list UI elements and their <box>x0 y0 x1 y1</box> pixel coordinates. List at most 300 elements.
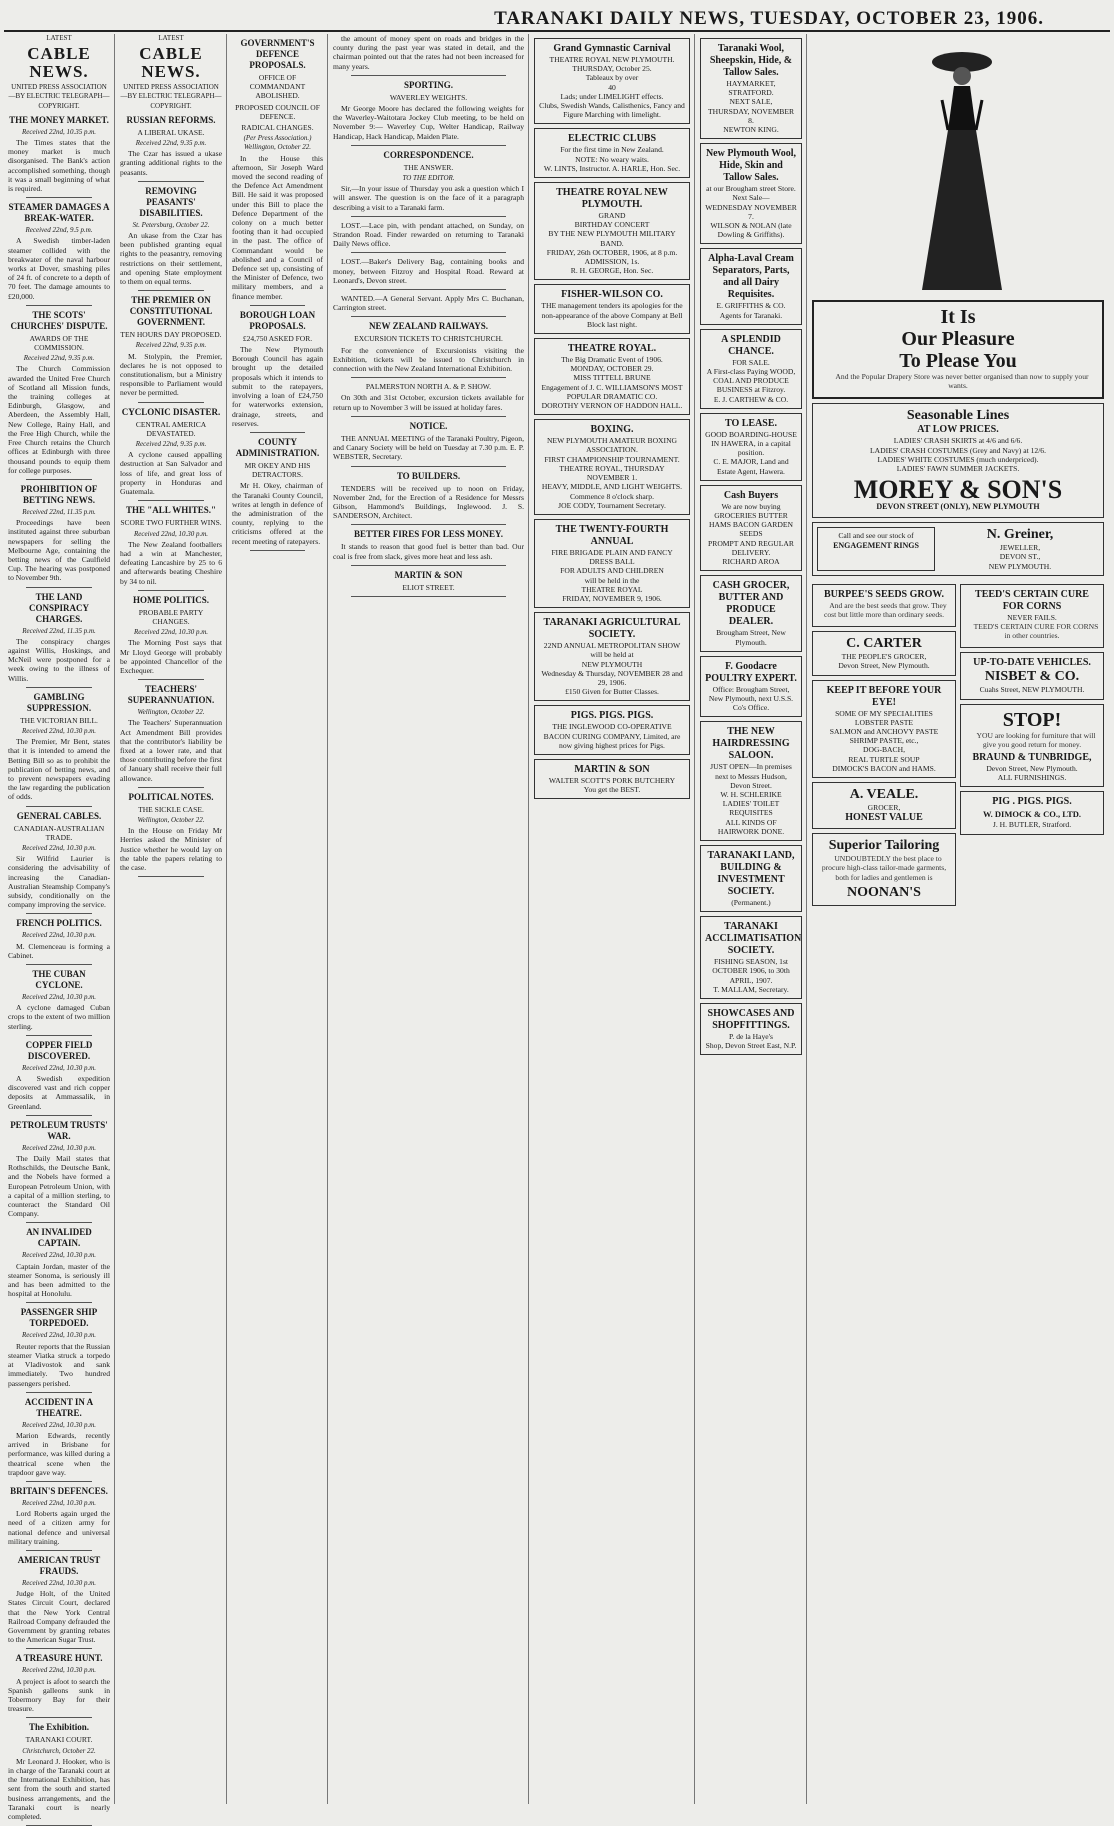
ad-line: MISS TITTELL BRUNE <box>573 373 651 383</box>
article-headline: THE PREMIER ON CONSTITUTIONAL GOVERNMENT. <box>129 295 213 328</box>
article <box>8 484 110 588</box>
article-separator <box>250 305 305 306</box>
ad-subhead: NEVER FAILS. <box>1007 612 1057 622</box>
article-headline: NOTICE. <box>409 420 448 431</box>
advertisement <box>534 519 690 608</box>
ad-headline: Superior Tailoring <box>828 838 940 854</box>
article-subhead: EXCURSION TICKETS TO CHRISTCHURCH. <box>354 334 503 344</box>
article-body: The Times states that the money market is much disorganised. The Bank's action accomplished something, though it was a small beginning of what is required. <box>8 138 110 194</box>
advertisement <box>534 128 690 178</box>
article-separator <box>351 252 506 253</box>
ad-line: Wednesday & Thursday, NOVEMBER 28 and 29, 1906. <box>541 668 683 687</box>
ad-body: And the Popular Drapery Store was never better organised than now to supply your wants. <box>835 372 1089 391</box>
corn-cure-ad <box>960 584 1104 649</box>
column-divider <box>528 34 529 1804</box>
article-headline: COUNTY ADMINISTRATION. <box>235 436 320 458</box>
masthead <box>0 0 1114 32</box>
ad-headline: THEATRE ROYAL NEW PLYMOUTH. <box>556 187 668 211</box>
article-body: The Czar has issued a ukase granting additional rights to the peasants. <box>120 149 222 177</box>
article-headline: HOME POLITICS. <box>132 594 209 605</box>
column-divider <box>327 34 328 1804</box>
article-body: It stands to reason that good fuel is better than bad. Our coal is free from slack, gives more heat and less ash. <box>333 542 524 561</box>
article-subhead: TARANAKI COURT. <box>25 1735 93 1745</box>
article <box>333 257 524 290</box>
ad-line: Next Sale— <box>732 193 770 203</box>
article-body: The Church Commission awarded the United Free Church of Scotland all Mission funds, the training colleges at Edinburgh, Glasgow, and Aberdeen, the Assembly Hall, New College, Rainy Hall, and the Free High Church, while the Free Church retains the Church offices at Edinburgh with three thousand pounds to equip them for college purposes. <box>8 364 110 475</box>
article-body: A Swedish expedition discovered vast and rich copper deposits at Ammassalik, in Greenland. <box>8 1074 110 1111</box>
ad-line: THEATRE ROYAL <box>581 584 643 594</box>
ad-line: DOROTHY VERNON OF HADDON HALL. <box>541 401 683 411</box>
article-headline: THE "ALL WHITES." <box>125 505 217 516</box>
ad-line: FIRST CHAMPIONSHIP TOURNAMENT. <box>544 454 680 464</box>
ad-subhead: SOME OF MY SPECIALITIES <box>835 708 933 718</box>
article-body: The New Plymouth Borough Council has again brought up the detailed proposals which it intends to submit to the ratepayers, involving a loan of £24,750 for waterworks extension, drainage, streets, and reserves. <box>232 345 323 428</box>
article-headline: AMERICAN TRUST FRAUDS. <box>17 1554 101 1576</box>
ad-line: P. de la Haye's <box>729 1031 773 1041</box>
ad-headline: UP-TO-DATE VEHICLES. <box>973 657 1091 669</box>
ad-line: WEDNESDAY NOVEMBER 7. <box>705 202 797 221</box>
ad-line: E. GRIFFITHS & CO. <box>716 301 786 311</box>
article-headline: ACCIDENT IN A THEATRE. <box>24 1396 94 1418</box>
ad-line: Shop, Devon Street East, N.P. <box>705 1041 797 1051</box>
article-body: In the House on Friday Mr Herries asked the Minister of Justice whether he would lay on the table the papers relating to the case. <box>120 826 222 872</box>
brand-address: DEVON STREET (ONLY), NEW PLYMOUTH <box>876 502 1040 512</box>
ad-headline: It Is <box>940 306 976 328</box>
article-headline: BOROUGH LOAN PROPOSALS. <box>239 309 316 331</box>
article-dateline: Received 22nd, 9.35 p.m. <box>135 440 207 449</box>
article-dateline: Received 22nd, 11.35 p.m. <box>22 626 96 635</box>
article-body: A cyclone caused appalling destruction at San Salvador and loss of life, and great loss of property in Honduras and Guatemala. <box>120 450 222 497</box>
article-subhead: CANADIAN-AUSTRALIAN TRADE. <box>13 823 105 842</box>
article-body: Marion Edwards, recently arrived in Brisbane for performance, was killed during a theatrical scene when the trapdoor gave way. <box>8 1430 110 1477</box>
speciality-item: DIMOCK'S BACON and HAMS. <box>832 763 936 773</box>
ad-line: NEXT SALE, <box>729 97 773 107</box>
article-dateline: Received 22nd, 10.30 p.m. <box>21 843 97 852</box>
article-separator <box>26 305 92 306</box>
ad-line: THE management tenders its apologies for the non-appearance of the above Company at Bell Block last night. <box>541 301 683 329</box>
article-separator <box>138 402 204 403</box>
ad-business: BRAUND & TUNBRIDGE, <box>972 752 1092 764</box>
section-title: CABLE NEWS. <box>139 44 203 82</box>
advertisement <box>534 338 690 415</box>
article-headline: CYCLONIC DISASTER. <box>121 406 221 417</box>
article-dateline: Received 22nd, 10.30 p.m. <box>21 1063 97 1072</box>
article-body: Reuter reports that the Russian steamer Viatka struck a torpedo at Vladivostok and sank immediately. Two hundred passengers perished. <box>8 1341 110 1388</box>
ad-line: (Permanent.) <box>731 897 771 907</box>
ad-line: will be held at <box>590 650 634 660</box>
speciality-item: LOBSTER PASTE <box>854 717 914 727</box>
article <box>8 692 110 807</box>
article <box>8 1397 110 1482</box>
article-separator <box>26 687 92 688</box>
ad-line: NEWTON KING. <box>723 125 779 135</box>
ad-line: Commence 8 o'clock sharp. <box>569 491 655 501</box>
advertisement <box>700 845 802 912</box>
ad-line: £150 Given for Butter Classes. <box>565 687 659 697</box>
article-separator <box>138 679 204 680</box>
article-subhead: A LIBERAL UKASE. <box>137 127 205 137</box>
advertisement <box>700 143 802 244</box>
jeweller-ad <box>812 522 1104 576</box>
article-body: For the convenience of Excursionists visiting the Exhibition, tickets will be issued to Christchurch in connection with the New Zealand International Exhibition. <box>333 345 524 374</box>
ad-headline: ELECTRIC CLUBS <box>567 133 657 145</box>
jeweller-trade: JEWELLER, <box>999 543 1041 553</box>
ad-line: Office: Brougham Street, New Plymouth, next U.S.S. Co's Office. <box>708 684 794 713</box>
article-body: The Daily Mail states that Rothschilds, the Deutsche Bank, and the Nobels have formed a European Petroleum Union, with a capital of a million sterling, to counteract the Standard Oil Company. <box>8 1154 110 1219</box>
article-separator <box>351 216 506 217</box>
column-divider <box>226 34 227 1804</box>
article-body: In the House this afternoon, Sir Joseph Ward moved the second reading of the Defence Act Amendment Bill. He said it was proposed under this Bill to place the Defence Department of the colony on a much better footing than it had occupied in the past. The office of Commandant would be abolished and a Council of Defence set up, consisting of the Minister of Defence, two military members, and a finance member. <box>232 153 323 301</box>
article-list <box>333 34 524 597</box>
ad-address: Devon Street, New Plymouth. <box>986 764 1078 774</box>
article-separator <box>351 316 506 317</box>
article-headline: The Exhibition. <box>28 1722 90 1733</box>
article-headline: POLITICAL NOTES. <box>128 791 214 802</box>
ad-line: GROCERIES BUTTER HAMS BACON GARDEN SEEDS <box>709 511 793 539</box>
article-subhead: AWARDS OF THE COMMISSION. <box>29 333 89 353</box>
ad-body: TEED'S CERTAIN CURE FOR CORNS in other countries. <box>973 622 1099 641</box>
article <box>8 1653 110 1718</box>
ad-line: FIRE BRIGADE PLAIN AND FANCY DRESS BALL <box>551 547 673 567</box>
sale-item: LADIES' FAWN SUMMER JACKETS. <box>896 464 1020 474</box>
ad-line: will be held in the <box>584 575 640 585</box>
ad-address: Devon Street, New Plymouth. <box>838 661 930 671</box>
article-subhead: PALMERSTON NORTH A. & P. SHOW. <box>365 382 492 392</box>
column-cable-news-2 <box>116 34 226 1804</box>
article-body: Mr George Moore has declared the following weights for the Waverley-Waitotara Jockey Club meeting, to be held on November 9:— Waverley Cup, Welter Handicap, Railway Handicap, Hack Handicap, Maiden Plate. <box>333 104 524 141</box>
article-headline: GOVERNMENT'S DEFENCE PROPOSALS. <box>240 38 315 70</box>
article-dateline: Received 22nd, 10.30 p.m. <box>21 726 97 735</box>
article-separator <box>26 1035 92 1036</box>
ad-line: THEATRE ROYAL NEW PLYMOUTH. <box>549 55 675 64</box>
article-headline: THE CUBAN CYCLONE. <box>32 969 86 991</box>
article-dateline: Received 22nd, 10.30 p.m. <box>133 628 209 637</box>
ad-line: NEW PLYMOUTH <box>581 659 643 669</box>
fashion-lady-icon <box>902 40 1022 300</box>
ad-headline: TARANAKI ACCLIMATISATION SOCIETY. <box>705 921 802 957</box>
article-body: Proceedings have been instituted against three suburban newspapers for selling the Melbourne Age, containing the betting news of the Caulfield Cup. The hearing was postponed to November 9th. <box>8 518 110 583</box>
ad-headline: PIG . PIGS. PIGS. <box>992 796 1072 808</box>
ad-headline: Our Pleasure <box>901 328 1015 350</box>
ad-item-list <box>817 436 1099 473</box>
advertisement <box>534 284 690 334</box>
ad-body: And are the best seeds that grow. They cost but little more than ordinary seeds. <box>824 600 947 620</box>
article-headline: CORRESPONDENCE. <box>383 149 474 160</box>
article-body: Sir Wilfrid Laurier is considering the advisability of increasing the Canadian-Australian Steamship Company's subsidy, conditionally on the company improving the service. <box>8 854 110 910</box>
column-trade-ads <box>696 34 806 1804</box>
article-body: The Premier, Mr Bent, states that it is intended to amend the Betting Bill so as to prohibit the publication of betting news, and to prevent newspapers evading the law regarding the publication of odds. <box>8 737 110 802</box>
article-body: Judge Holt, of the United States Circuit Court, declared that the New York Central Railroad Company defrauded the Government by granting rebates to the American Sugar Trust. <box>8 1589 110 1645</box>
article-dateline: Received 22nd, 9.35 p.m. <box>135 341 207 350</box>
ad-headline: BOXING. <box>590 424 634 436</box>
article-subhead: PROPOSED COUNCIL OF DEFENCE. <box>235 102 320 121</box>
article-body: M. Clemenceau is forming a Cabinet. <box>8 941 110 960</box>
article-body: On 30th and 31st October, excursion tickets available for return up to November 3 will be issued at holiday fares. <box>333 393 524 412</box>
article-separator <box>351 524 506 525</box>
article-body: Mr H. Okey, chairman of the Taranaki County Council, writes at length in defence of the administration of the county, replying to the criticisms offered at the recent meeting of ratepayers. <box>232 481 323 546</box>
ad-line: Clubs, Swedish Wands, Calisthenics, Fancy and Figure Marching with limelight. <box>539 101 685 120</box>
advertisement <box>700 329 802 409</box>
ad-headline: To Please You <box>899 350 1017 372</box>
article-headline: MARTIN & SON <box>394 569 463 580</box>
ad-line: ADMISSION, 1s. <box>584 257 640 267</box>
ad-subhead: GROCER, <box>867 803 901 813</box>
ad-subhead: THE PEOPLE'S GROCER, <box>841 652 927 662</box>
article-headline: PETROLEUM TRUSTS' WAR. <box>10 1119 108 1141</box>
article-body: Sir,—In your issue of Thursday you ask a question which I will answer. The question is on the face of it a paragraph describing a visit to a Taranaki farm. <box>333 184 524 212</box>
burpee-seeds-ad <box>812 584 956 627</box>
article-headline: PROHIBITION OF BETTING NEWS. <box>20 483 98 505</box>
ad-headline: A SPLENDID CHANCE. <box>721 333 781 357</box>
ad-line: R. H. GEORGE, Hon. Sec. <box>570 266 654 276</box>
article-subhead: PROBABLE PARTY CHANGES. <box>138 607 204 626</box>
ad-line: MONDAY, OCTOBER 29. <box>570 364 654 374</box>
section-credit: UNITED PRESS ASSOCIATION—BY ELECTRIC TELEGRAPH—COPYRIGHT. <box>8 83 110 110</box>
advertisement <box>700 721 802 841</box>
stop-furniture-ad <box>960 704 1104 788</box>
article-separator <box>26 806 92 807</box>
article <box>8 115 110 198</box>
article <box>120 684 222 788</box>
article-dateline: Received 22nd, 9.35 p.m. <box>135 139 207 148</box>
article <box>8 1555 110 1649</box>
ad-headline: BURPEE'S SEEDS GROW. <box>824 588 944 600</box>
pigs-ad <box>960 791 1104 834</box>
article-headline: NEW ZEALAND RAILWAYS. <box>369 321 488 332</box>
ad-line: BIRTHDAY CONCERT <box>574 220 650 230</box>
article <box>333 221 524 254</box>
article <box>8 1040 110 1116</box>
ad-headline: A. VEALE. <box>849 787 919 803</box>
article-separator <box>26 1115 92 1116</box>
speciality-item: DOG-BACH, <box>863 745 905 755</box>
ad-subhead: AT LOW PRICES. <box>917 424 999 436</box>
advertisement <box>534 419 690 515</box>
article-body: Lord Roberts again urged the need of a citizen army for national defence and universal military training. <box>8 1509 110 1546</box>
ad-line: Agents for Taranaki. <box>719 310 783 320</box>
article <box>8 310 110 480</box>
article-body: The Morning Post says that Mr Lloyd George will probably be appointed Chancellor of the Exchequer. <box>120 638 222 675</box>
ad-line: A First-class Paying WOOD, COAL AND PRODUCE BUSINESS at Fitzroy. <box>706 367 796 395</box>
article-dateline: Wellington, October 22. <box>137 708 205 717</box>
ad-list <box>534 38 690 799</box>
ad-line: JOE CODY, Tournament Secretary. <box>558 500 666 510</box>
article-separator <box>26 1648 92 1649</box>
article-headline: THE SCOTS' CHURCHES' DISPUTE. <box>10 309 108 331</box>
article-body: The Teachers' Superannuation Act Amendment Bill provides that the contributor's liability be fixed at a lower rate, and that those contributing before the first of January shall receive their full allowance. <box>120 718 222 783</box>
article-headline: THE MONEY MARKET. <box>9 114 109 125</box>
advertisement <box>700 916 802 999</box>
article-body: A Swedish timber-laden steamer collided with the breakwater of the naval harbour works at Dover, smashing piles of 24 ft. of concrete to a depth of 70 feet. The damage amounts to £20,000. <box>8 236 110 301</box>
ad-address: Cuahs Street, NEW PLYMOUTH. <box>979 685 1085 695</box>
article-dateline: Wellington, October 22. <box>137 815 205 824</box>
article-separator <box>26 587 92 588</box>
article-headline: GENERAL CABLES. <box>16 810 102 821</box>
ad-item-list <box>817 718 951 773</box>
article <box>120 792 222 877</box>
newspaper-title: TARANAKI DAILY NEWS, TUESDAY, OCTOBER 23, 1906. <box>494 8 1044 29</box>
jeweller-town: NEW PLYMOUTH. <box>988 561 1052 571</box>
ad-line: HAYMARKET, STRATFORD. <box>726 79 776 98</box>
masthead-rule <box>4 30 1110 32</box>
article-headline: TEACHERS' SUPERANNUATION. <box>127 684 215 706</box>
ad-line: FRIDAY, NOVEMBER 9, 1906. <box>562 593 662 603</box>
ad-headline: Seasonable Lines <box>906 408 1010 424</box>
article-separator <box>351 377 506 378</box>
column-store-ads <box>808 34 1108 1804</box>
article-list <box>8 115 110 1826</box>
column-sporting-correspondence <box>329 34 528 1804</box>
ad-headline: TO LEASE. <box>724 417 778 429</box>
article-separator <box>26 197 92 198</box>
ad-list <box>700 38 802 1055</box>
article-separator <box>26 1222 92 1223</box>
article-dateline: Received 22nd, 10.30 p.m. <box>21 1331 97 1340</box>
ad-line: WILSON & NOLAN (late Dowling & Griffiths). <box>710 221 792 240</box>
column-defence-proposals <box>228 34 327 1804</box>
article-headline: PASSENGER SHIP TORPEDOED. <box>20 1307 98 1329</box>
article-body: LOST.—Baker's Delivery Bag, containing books and money, between Fitzroy and Hospital Road. Reward at Leonard's, Devon street. <box>333 257 524 285</box>
article-separator <box>138 876 204 877</box>
article <box>232 38 323 306</box>
column-entertainment-ads <box>530 34 694 1804</box>
ad-text: Call and see our stock of <box>838 531 914 541</box>
article-subhead: £24,750 ASKED FOR. <box>242 333 313 343</box>
advertisement <box>534 612 690 701</box>
article <box>8 969 110 1036</box>
article-separator <box>351 565 506 566</box>
ad-line: THEATRE ROYAL, THURSDAY NOVEMBER 1. <box>559 463 665 483</box>
article-separator <box>138 500 204 501</box>
article <box>333 529 524 565</box>
article-separator <box>26 1481 92 1482</box>
article-separator <box>26 1302 92 1303</box>
article <box>8 1120 110 1224</box>
ad-line: Brougham Street, New Plymouth. <box>716 628 786 647</box>
article <box>333 34 524 76</box>
article-dateline: Received 22nd, 9.5 p.m. <box>25 226 93 235</box>
article <box>333 294 524 317</box>
ad-line: HEAVY, MIDDLE, AND LIGHT WEIGHTS. <box>541 482 683 492</box>
article-headline: GAMBLING SUPPRESSION. <box>26 691 92 713</box>
seasonable-lines-ad <box>812 403 1104 518</box>
ad-line: WALTER SCOTT'S PORK BUTCHERY <box>548 775 676 785</box>
article-dateline: Received 22nd, 10.30 p.m. <box>21 1143 97 1152</box>
ad-line: THE INGLEWOOD CO-OPERATIVE BACON CURING COMPANY, Limited, are now giving highest prices for Pigs. <box>543 722 681 750</box>
fashion-illustration <box>812 34 1104 296</box>
article-body: Captain Jordan, master of the steamer Sonoma, is seriously ill and has been admitted to the hospital at Honolulu. <box>8 1261 110 1299</box>
article-body: WANTED.—A General Servant. Apply Mrs C. Buchanan, Carrington street. <box>333 294 524 313</box>
article <box>120 115 222 182</box>
article-body: A cyclone damaged Cuban crops to the extent of two million sterling. <box>8 1003 110 1031</box>
article-subhead: WAVERLEY WEIGHTS. <box>389 92 468 102</box>
article <box>333 80 524 146</box>
article-subhead: TEN HOURS DAY PROPOSED. <box>120 330 222 340</box>
article-headline: BETTER FIRES FOR LESS MONEY. <box>354 529 503 540</box>
section-title: CABLE NEWS. <box>27 44 91 82</box>
ad-line: PROMPT AND REGULAR DELIVERY. <box>708 538 794 557</box>
ad-headline: THEATRE ROYAL. <box>567 343 657 355</box>
article-dateline: Received 22nd, 10.30 p.m. <box>21 993 97 1002</box>
tailoring-ad <box>812 833 956 906</box>
article <box>120 407 222 502</box>
ad-line: at our Brougham street Store. <box>706 184 796 194</box>
ad-line: E. J. CARTHEW & CO. <box>713 394 789 404</box>
ad-line: The Big Dramatic Event of 1906. <box>561 355 663 365</box>
article <box>232 310 323 433</box>
article-separator <box>351 596 506 597</box>
advertisement <box>534 705 690 755</box>
advertisement <box>534 759 690 799</box>
sale-item: LADIES' CRASH COSTUMES (Grey and Navy) at 12/6. <box>869 445 1046 455</box>
speciality-item: SALMON and ANCHOVY PASTE <box>829 727 939 737</box>
brand-name: MOREY & SON'S <box>853 475 1063 505</box>
article-subhead: ELIOT STREET. <box>402 582 455 592</box>
ad-headline: F. Goodacre POULTRY EXPERT. <box>705 660 797 684</box>
ad-line: Engagement of J. C. WILLIAMSON'S MOST POPULAR DRAMATIC CO. <box>541 382 683 401</box>
article-dateline: Received 22nd, 10.30 p.m. <box>21 1578 97 1587</box>
article <box>333 471 524 526</box>
engagement-rings-box <box>817 527 935 571</box>
article <box>8 811 110 915</box>
article-separator <box>250 432 305 433</box>
article-dateline: Received 22nd, 9.35 p.m. <box>23 354 95 363</box>
article-headline: COPPER FIELD DISCOVERED. <box>25 1039 93 1061</box>
article-dateline: Received 22nd, 10.35 p.m. <box>21 127 97 136</box>
article-subhead: SCORE TWO FURTHER WINS. <box>120 518 222 528</box>
advertisement <box>700 38 802 139</box>
sale-item: LADIES' WHITE COSTUMES (much underpriced). <box>877 454 1039 464</box>
speciality-item: REAL TURTLE SOUP <box>848 754 920 764</box>
advertisement <box>700 248 802 324</box>
ad-business: NISBET & CO. <box>984 669 1080 685</box>
article-subhead: THE ANSWER. <box>403 162 454 172</box>
article-separator <box>138 590 204 591</box>
ad-line: FISHING SEASON, 1st OCTOBER 1906, to 30th APRIL, 1907. <box>712 957 790 985</box>
article <box>333 150 524 217</box>
ad-business: W. DIMOCK & CO., LTD. <box>982 809 1082 820</box>
article-separator <box>351 289 506 290</box>
ad-line: NOTE: No weary waits. <box>575 154 649 164</box>
article-dateline: (Per Press Association.) Wellington, October 22. <box>243 134 312 152</box>
article <box>120 295 222 402</box>
article <box>232 437 323 551</box>
ad-line: NEW PLYMOUTH AMATEUR BOXING ASSOCIATION. <box>546 436 678 455</box>
ad-headline: TARANAKI AGRICULTURAL SOCIETY. <box>543 617 681 641</box>
article-subhead: CENTRAL AMERICA DEVASTATED. <box>135 419 207 438</box>
article-dateline: Received 22nd, 10.30 p.m. <box>133 529 209 538</box>
article-body: Mr Leonard J. Hooker, who is in charge of the Taranaki court at the International Exhibition, has sent from the south and started business arrangements, and the Taranaki court is nearly completed. <box>8 1756 110 1821</box>
article <box>8 1722 110 1826</box>
ad-headline: THE NEW HAIRDRESSING SALOON. <box>712 726 790 762</box>
article <box>8 1486 110 1551</box>
advertisement <box>700 1003 802 1055</box>
article-dateline: Received 22nd, 10.30 p.m. <box>21 1666 97 1675</box>
column-divider <box>806 34 807 1804</box>
column-cable-news-1 <box>4 34 114 1821</box>
ad-body: UNDOUBTEDLY the best place to procure high-class tailor-made garments, both for ladies and gentlemen is <box>821 854 947 882</box>
article-headline: SPORTING. <box>404 79 453 90</box>
article <box>120 186 222 291</box>
ad-line: ALL KINDS OF HAIRWORK DONE. <box>717 817 785 836</box>
ad-headline: Taranaki Wool, Sheepskin, Hide, & Tallow Sales. <box>709 43 793 78</box>
ad-line: FOR ADULTS AND CHILDREN <box>560 566 664 576</box>
advertisement <box>700 413 802 481</box>
column-divider <box>694 34 695 1804</box>
advertisement <box>534 182 690 280</box>
article-headline: FRENCH POLITICS. <box>16 918 102 929</box>
ad-line: FOR SALE. <box>732 357 770 367</box>
